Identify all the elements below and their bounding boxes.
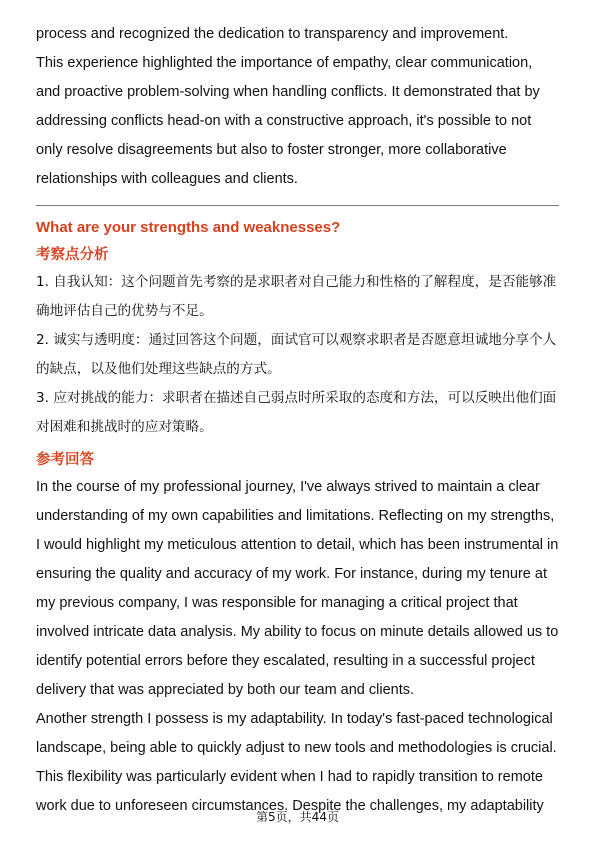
document-page <box>36 20 559 821</box>
page-number-footer: 第5页，共44页 <box>256 810 339 824</box>
analysis-point-2: 2. 诚实与透明度：通过回答这个问题，面试官可以观察求职者是否愿意坦诚地分享个人的缺点，以及他们处理这些缺点的方式。 <box>36 332 557 377</box>
analysis-point-3: 3. 应对挑战的能力：求职者在描述自己弱点时所采取的态度和方法，可以反映出他们面对困难和挑战时的应对策略。 <box>36 390 557 435</box>
intro-paragraph-1: process and recognized the dedication to transparency and improvement. <box>36 26 509 42</box>
answer-paragraph-2: Another strength I possess is my adaptability. In today's fast-paced technological landscape, being able to quickly adjust to new tools and methodologies is crucial. This flexibility was particularly evident when I had to rapidly transition to remote work due to unforeseen circumstances. Despite the challenges, my adaptability <box>36 711 557 814</box>
answer-heading: 参考回答 <box>36 452 94 468</box>
analysis-point-1: 1. 自我认知：这个问题首先考察的是求职者对自己能力和性格的了解程度，是否能够准确地评估自己的优势与不足。 <box>36 274 557 319</box>
question-title: What are your strengths and weaknesses? <box>36 219 341 236</box>
analysis-heading: 考察点分析 <box>36 247 109 263</box>
intro-paragraph-2: This experience highlighted the importance of empathy, clear communication, and proactive problem-solving when handling conflicts. It demonstrated that by addressing conflicts head-on with a constructive approach, it's possible to not only resolve disagreements but also to foster stronger, more collaborative relationships with colleagues and clients. <box>36 55 540 187</box>
section-divider <box>36 205 559 206</box>
answer-paragraph-1: In the course of my professional journey, I've always strived to maintain a clear understanding of my own capabilities and limitations. Reflecting on my strengths, I would highlight my meticulous attention to detail, which has been instrumental in ensuring the quality and accuracy of my work. For instance, during my tenure at my previous company, I was responsible for managing a critical project that involved intricate data analysis. My ability to focus on minute details allowed us to identify potential errors before they escalated, resulting in a successful project delivery that was appreciated by both our team and clients. <box>36 479 559 698</box>
